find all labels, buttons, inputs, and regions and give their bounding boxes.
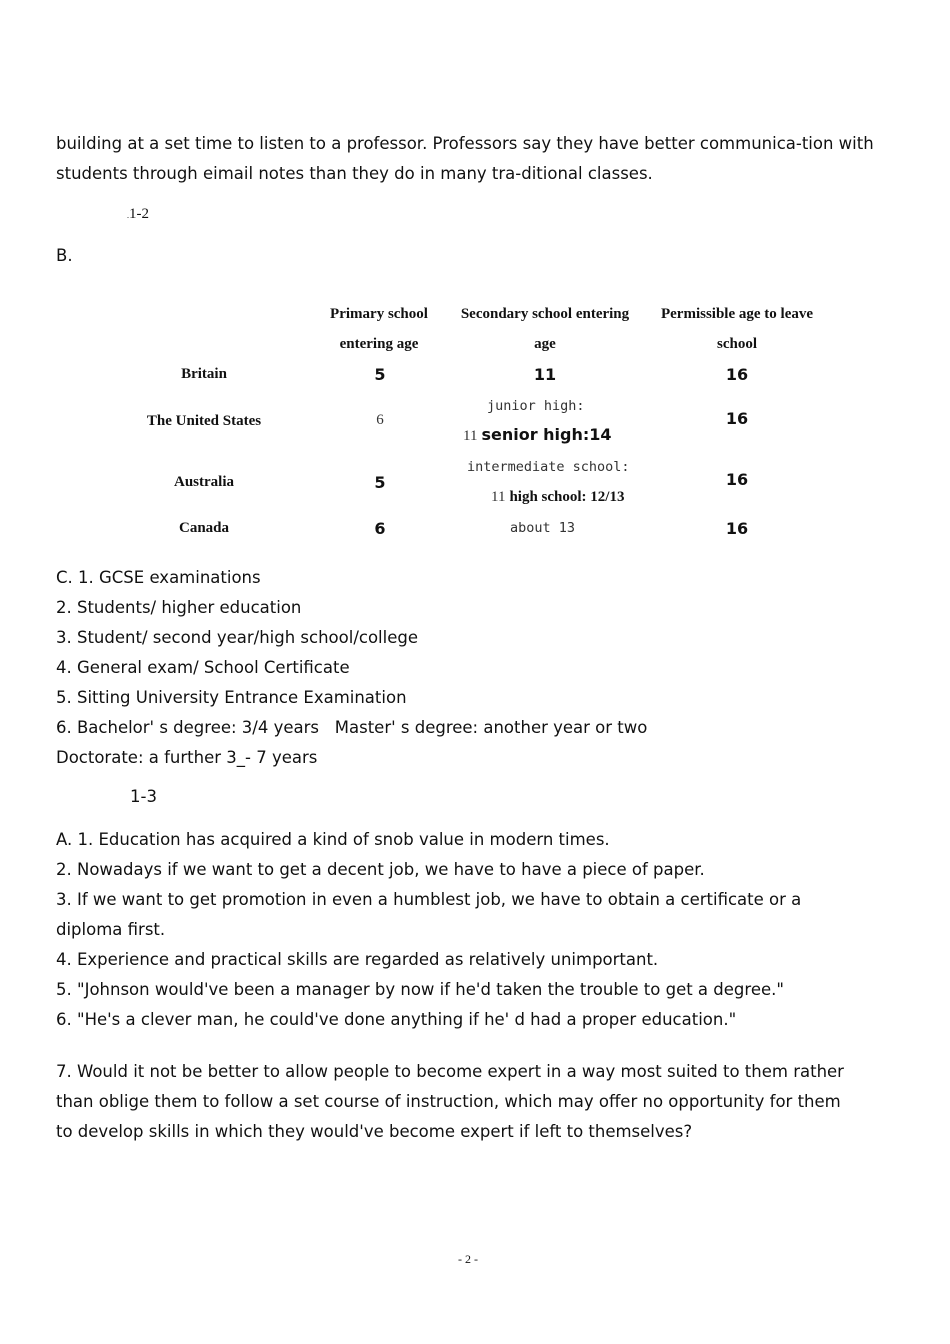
- part-a-line-1: A. 1. Education has acquired a kind of snob value in modern times.: [56, 830, 610, 849]
- row-us-secondary-b: [463, 425, 612, 445]
- header-leave-line1: Permissible age to leave: [660, 306, 814, 322]
- row-australia-primary: 5: [374, 473, 386, 492]
- part-a-line-7: 6. "He's a clever man, he could've done anything if he' d had a proper education.": [56, 1010, 737, 1029]
- part-c-line-5: 5. Sitting University Entrance Examination: [56, 688, 407, 707]
- header-leave: [641, 299, 833, 359]
- row-britain-leave: 16: [725, 365, 749, 384]
- row-us-secondary-a: junior high:: [487, 398, 585, 414]
- section-1-3-title: 1-3: [130, 787, 157, 806]
- row-us-secondary-b-text: senior high:14: [481, 425, 612, 444]
- part-c-line-3: 3. Student/ second year/high school/college: [56, 628, 418, 647]
- row-canada-primary: 6: [374, 519, 386, 538]
- item-7-line-1: 7. Would it not be better to allow people to become expert in a way most suited to them rather: [56, 1062, 844, 1081]
- intro-line-2: students through eimail notes than they do in many tra-ditional classes.: [56, 164, 653, 183]
- section-title: 1-2: [129, 206, 149, 222]
- intro-line-1: building at a set time to listen to a professor. Professors say they have better communica-tion with: [56, 134, 874, 153]
- header-primary-line1: Primary school: [330, 306, 428, 322]
- section-heading: [127, 206, 149, 223]
- part-b-label: B.: [56, 246, 73, 265]
- row-canada-leave: 16: [725, 519, 749, 538]
- item-7-line-2: than oblige them to follow a set course of instruction, which may offer no opportunity for them: [56, 1092, 841, 1111]
- part-c-line-1: C. 1. GCSE examinations: [56, 568, 261, 587]
- row-us-primary: 6: [376, 412, 384, 428]
- row-us-secondary-b-num: 11: [463, 428, 478, 444]
- header-secondary-line2: age: [534, 336, 556, 352]
- header-secondary-line1: Secondary school entering: [460, 306, 630, 322]
- part-a-line-4: diploma first.: [56, 920, 166, 939]
- row-canada-secondary: about 13: [510, 520, 576, 536]
- header-primary: [304, 299, 454, 359]
- part-a-line-2: 2. Nowadays if we want to get a decent job, we have to have a piece of paper.: [56, 860, 705, 879]
- row-britain-country: Britain: [181, 366, 227, 382]
- row-us-leave: 16: [725, 409, 749, 428]
- row-britain-primary: 5: [374, 365, 386, 384]
- part-a-line-6: 5. "Johnson would've been a manager by now if he'd taken the trouble to get a degree.": [56, 980, 784, 999]
- part-c-line-2: 2. Students/ higher education: [56, 598, 302, 617]
- part-c-line-7: Doctorate: a further 3_- 7 years: [56, 748, 318, 767]
- item-7-line-3: to develop skills in which they would've become expert if left to themselves?: [56, 1122, 693, 1141]
- row-australia-secondary-b-text: high school: 12/13: [509, 489, 625, 505]
- row-britain-secondary: 11: [533, 365, 557, 384]
- header-primary-line2: entering age: [339, 336, 419, 352]
- page-number: - 2 -: [458, 1252, 478, 1266]
- row-australia-secondary-a: intermediate school:: [467, 459, 630, 475]
- row-us-country: The United States: [146, 413, 262, 429]
- part-c-line-6: 6. Bachelor' s degree: 3/4 years Master' s degree: another year or two: [56, 718, 648, 737]
- section-marker: .: [127, 211, 129, 220]
- row-australia-secondary-b: [491, 488, 624, 506]
- row-australia-secondary-b-num: 11: [491, 489, 506, 505]
- row-canada-country: Canada: [178, 520, 230, 536]
- part-c-line-4: 4. General exam/ School Certificate: [56, 658, 350, 677]
- header-leave-line2: school: [716, 336, 757, 352]
- row-australia-leave: 16: [725, 470, 749, 489]
- header-secondary: [445, 299, 645, 359]
- part-a-line-5: 4. Experience and practical skills are regarded as relatively unimportant.: [56, 950, 659, 969]
- part-a-line-3: 3. If we want to get promotion in even a humblest job, we have to obtain a certificate or a: [56, 890, 802, 909]
- row-australia-country: Australia: [174, 474, 234, 490]
